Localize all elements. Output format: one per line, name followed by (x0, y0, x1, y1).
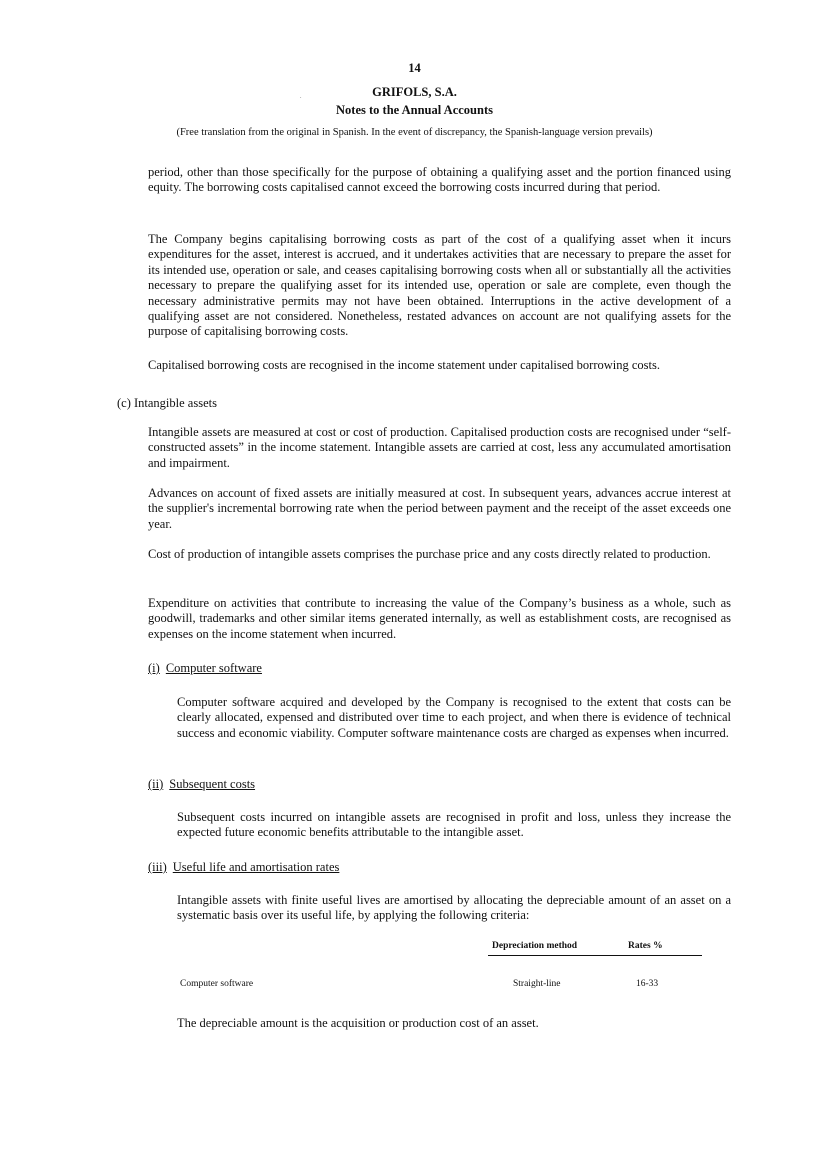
table-header-rates: Rates % (628, 941, 663, 951)
document-subtitle: Notes to the Annual Accounts (336, 103, 493, 117)
paragraph-computer-software: Computer software acquired and developed by the Company is recognised to the extent that costs can be clearly allocated, expensed and distributed over time to each project, and when there is evidence of technical success and economic viability. Computer software maintenance costs are charged as expenses when incurred. (177, 695, 731, 740)
paragraph-amortisation-criteria: Intangible assets with finite useful lives are amortised by allocating the depreciable amount of an asset on a systematic basis over its useful life, by applying the following criteria: (177, 893, 731, 923)
scan-dot: . (300, 94, 302, 100)
subheading-subsequent-costs (148, 777, 255, 792)
section-heading-intangible-assets: (c) Intangible assets (117, 396, 217, 410)
paragraph-expenditure: Expenditure on activities that contribute to increasing the value of the Company’s business as a whole, such as goodwill, trademarks and other similar items generated internally, as well as establishment costs, are recognised as expenses on the income statement when incurred. (148, 596, 731, 641)
paragraph-intangible-measurement: Intangible assets are measured at cost or cost of production. Capitalised production costs are recognised under “self-constructed assets” in the income statement. Intangible assets are carried at cost, less any accumulated amortisation and impairment. (148, 425, 731, 470)
company-name: GRIFOLS, S.A. (372, 85, 457, 99)
table-header-rule (488, 955, 702, 956)
subheading-number: (i) (148, 661, 160, 675)
table-cell-method: Straight-line (513, 979, 561, 989)
subheading-title: Subsequent costs (169, 777, 256, 791)
paragraph-borrowing-period: period, other than those specifically for the purpose of obtaining a qualifying asset and the portion financed using equity. The borrowing costs capitalised cannot exceed the borrowing costs incurred during that period. (148, 165, 731, 195)
table-cell-rate: 16-33 (636, 979, 659, 989)
table-header-method: Depreciation method (492, 941, 578, 951)
subheading-computer-software (148, 661, 262, 676)
subheading-number: (iii) (148, 860, 167, 874)
table-cell-item: Computer software (180, 979, 254, 989)
subheading-title: Useful life and amortisation rates (172, 860, 340, 874)
subheading-useful-life (148, 860, 339, 875)
subheading-title: Computer software (165, 661, 262, 675)
page-number: 14 (408, 61, 421, 75)
translation-disclaimer: (Free translation from the original in Spanish. In the event of discrepancy, the Spanish-language version prevails) (176, 127, 653, 138)
subheading-number: (ii) (148, 777, 164, 791)
paragraph-capitalised-costs: Capitalised borrowing costs are recognised in the income statement under capitalised borrowing costs. (148, 358, 661, 372)
paragraph-advances: Advances on account of fixed assets are initially measured at cost. In subsequent years, advances accrue interest at the supplier's incremental borrowing rate when the period between payment and the receipt of the asset exceeds one year. (148, 486, 731, 531)
paragraph-subsequent-costs: Subsequent costs incurred on intangible assets are recognised in profit and loss, unless they increase the expected future economic benefits attributable to the intangible asset. (177, 810, 731, 840)
paragraph-capitalising-start: The Company begins capitalising borrowing costs as part of the cost of a qualifying asset when it incurs expenditures for the asset, interest is accrued, and it undertakes activities that are necessary to prepare the asset for its intended use, operation or sale, and ceases capitalising borrowing costs when all or substantially all the activities necessary to prepare the qualifying asset for its intended use, operation or sale are complete, even though the necessary administrative permits may not have been obtained. Interruptions in the active development of a qualifying asset are not considered. Nonetheless, restated advances on account are not qualifying assets for the purpose of capitalising borrowing costs. (148, 232, 731, 339)
paragraph-depreciable-amount: The depreciable amount is the acquisition or production cost of an asset. (177, 1016, 539, 1030)
paragraph-cost-of-production: Cost of production of intangible assets comprises the purchase price and any costs directly related to production. (148, 547, 711, 561)
